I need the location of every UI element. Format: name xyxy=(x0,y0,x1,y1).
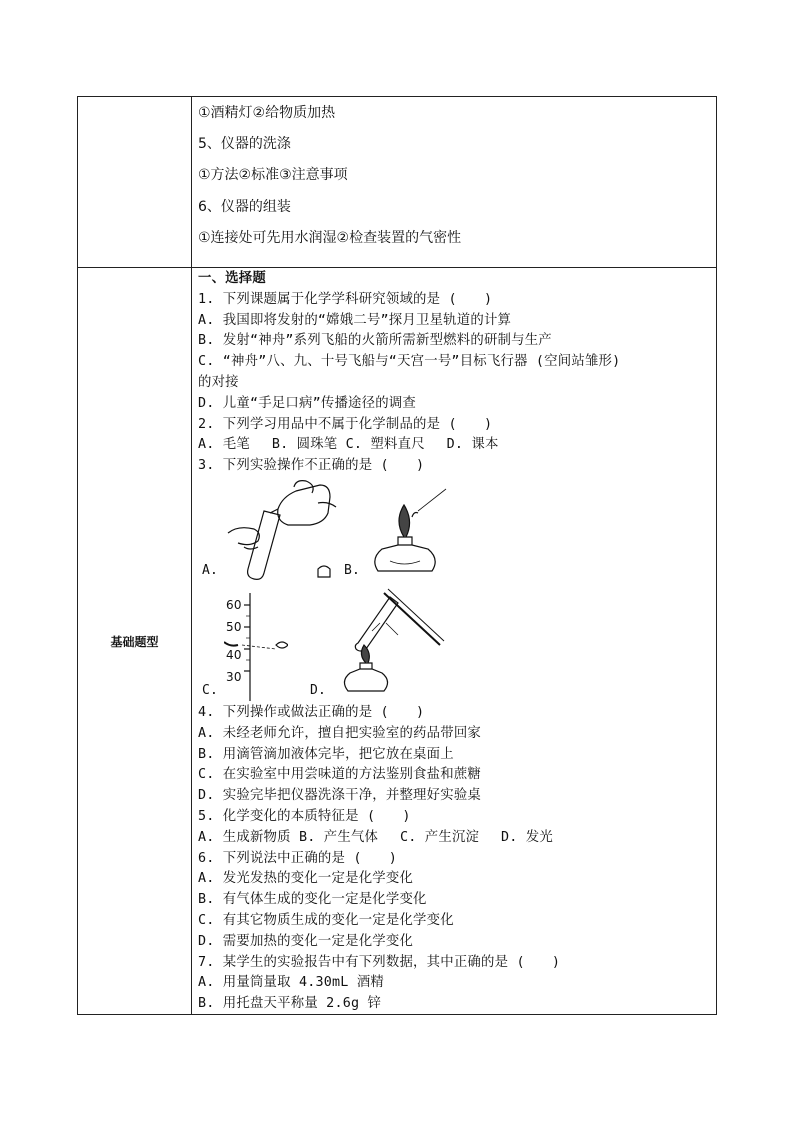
question-4: 4. 下列操作或做法正确的是 ( ) xyxy=(198,704,425,720)
option: A. 用量筒量取 4.30mL 酒精 xyxy=(198,975,385,991)
question-5: 5. 化学变化的本质特征是 ( ) xyxy=(198,808,411,824)
question-1: 1. 下列课题属于化学学科研究领域的是 ( ) xyxy=(198,291,493,307)
option: A. 发光发热的变化一定是化学变化 xyxy=(198,871,414,887)
option: A. 我国即将发射的“嫦娥二号”探月卫星轨道的计算 xyxy=(198,312,512,328)
lesson-table xyxy=(77,96,717,1015)
graduated-cylinder-figure xyxy=(224,585,288,703)
section-title: 一、选择题 xyxy=(198,271,266,286)
option: B. 用滴管滴加液体完毕，把它放在桌面上 xyxy=(198,746,454,762)
text-line: 6、仪器的组装 xyxy=(198,198,291,215)
heating-test-tube-figure xyxy=(328,587,448,701)
option: D. 实验完毕把仪器洗涤干净，并整理好实验桌 xyxy=(198,788,482,804)
question-7: 7. 某学生的实验报告中有下列数据，其中正确的是 ( ) xyxy=(198,954,561,970)
cylinder-tick-40: 40 xyxy=(226,647,242,662)
option: C. 有其它物质生成的变化一定是化学变化 xyxy=(198,912,454,928)
figure-row-cd xyxy=(198,585,710,703)
cylinder-tick-60: 60 xyxy=(226,597,242,612)
questions-cell xyxy=(198,269,710,1015)
row-label: 基础题型 xyxy=(110,635,159,649)
option: B. 发射“神舟”系列飞船的火箭所需新型燃料的研制与生产 xyxy=(198,333,552,349)
option: D. 儿童“手足口病”传播途径的调查 xyxy=(198,395,416,411)
option: D. 需要加热的变化一定是化学变化 xyxy=(198,933,414,949)
question-3: 3. 下列实验操作不正确的是 ( ) xyxy=(198,458,425,474)
content-cell-top xyxy=(198,103,708,259)
cylinder-tick-30: 30 xyxy=(226,669,242,684)
figure-row-ab xyxy=(198,477,710,585)
text-line: ①连接处可先用水润湿②检查装置的气密性 xyxy=(198,229,462,246)
figure-label-c: C. xyxy=(202,682,219,698)
figure-label-d: D. xyxy=(310,682,327,698)
options-row: A. 毛笔 B. 圆珠笔 C. 塑料直尺 D. 课本 xyxy=(198,437,499,453)
options-row: A. 生成新物质 B. 产生气体 C. 产生沉淀 D. 发光 xyxy=(198,829,553,845)
text-line: ①方法②标准③注意事项 xyxy=(198,167,348,184)
option-continued: 的对接 xyxy=(198,374,239,390)
option: B. 用托盘天平称量 2.6g 锌 xyxy=(198,996,382,1012)
text-line: 5、仪器的洗涤 xyxy=(198,136,291,153)
text-line: ①酒精灯②给物质加热 xyxy=(198,105,336,121)
question-6: 6. 下列说法中正确的是 ( ) xyxy=(198,850,398,866)
option: B. 有气体生成的变化一定是化学变化 xyxy=(198,892,427,908)
option: A. 未经老师允许，擅自把实验室的药品带回家 xyxy=(198,725,482,741)
cylinder-tick-50: 50 xyxy=(226,619,242,634)
alcohol-lamp-figure xyxy=(360,481,450,585)
pouring-liquid-figure xyxy=(224,477,339,585)
row-divider xyxy=(78,267,716,268)
figure-label-b: B. xyxy=(344,562,361,578)
figure-label-a: A. xyxy=(202,562,219,578)
option: C. 在实验室中用尝味道的方法鉴别食盐和蔗糖 xyxy=(198,767,482,783)
option: C. “神舟”八、九、十号飞船与“天宫一号”目标飞行器 (空间站雏形) xyxy=(198,354,621,370)
question-2: 2. 下列学习用品中不属于化学制品的是 ( ) xyxy=(198,416,493,432)
column-divider xyxy=(191,97,192,1014)
